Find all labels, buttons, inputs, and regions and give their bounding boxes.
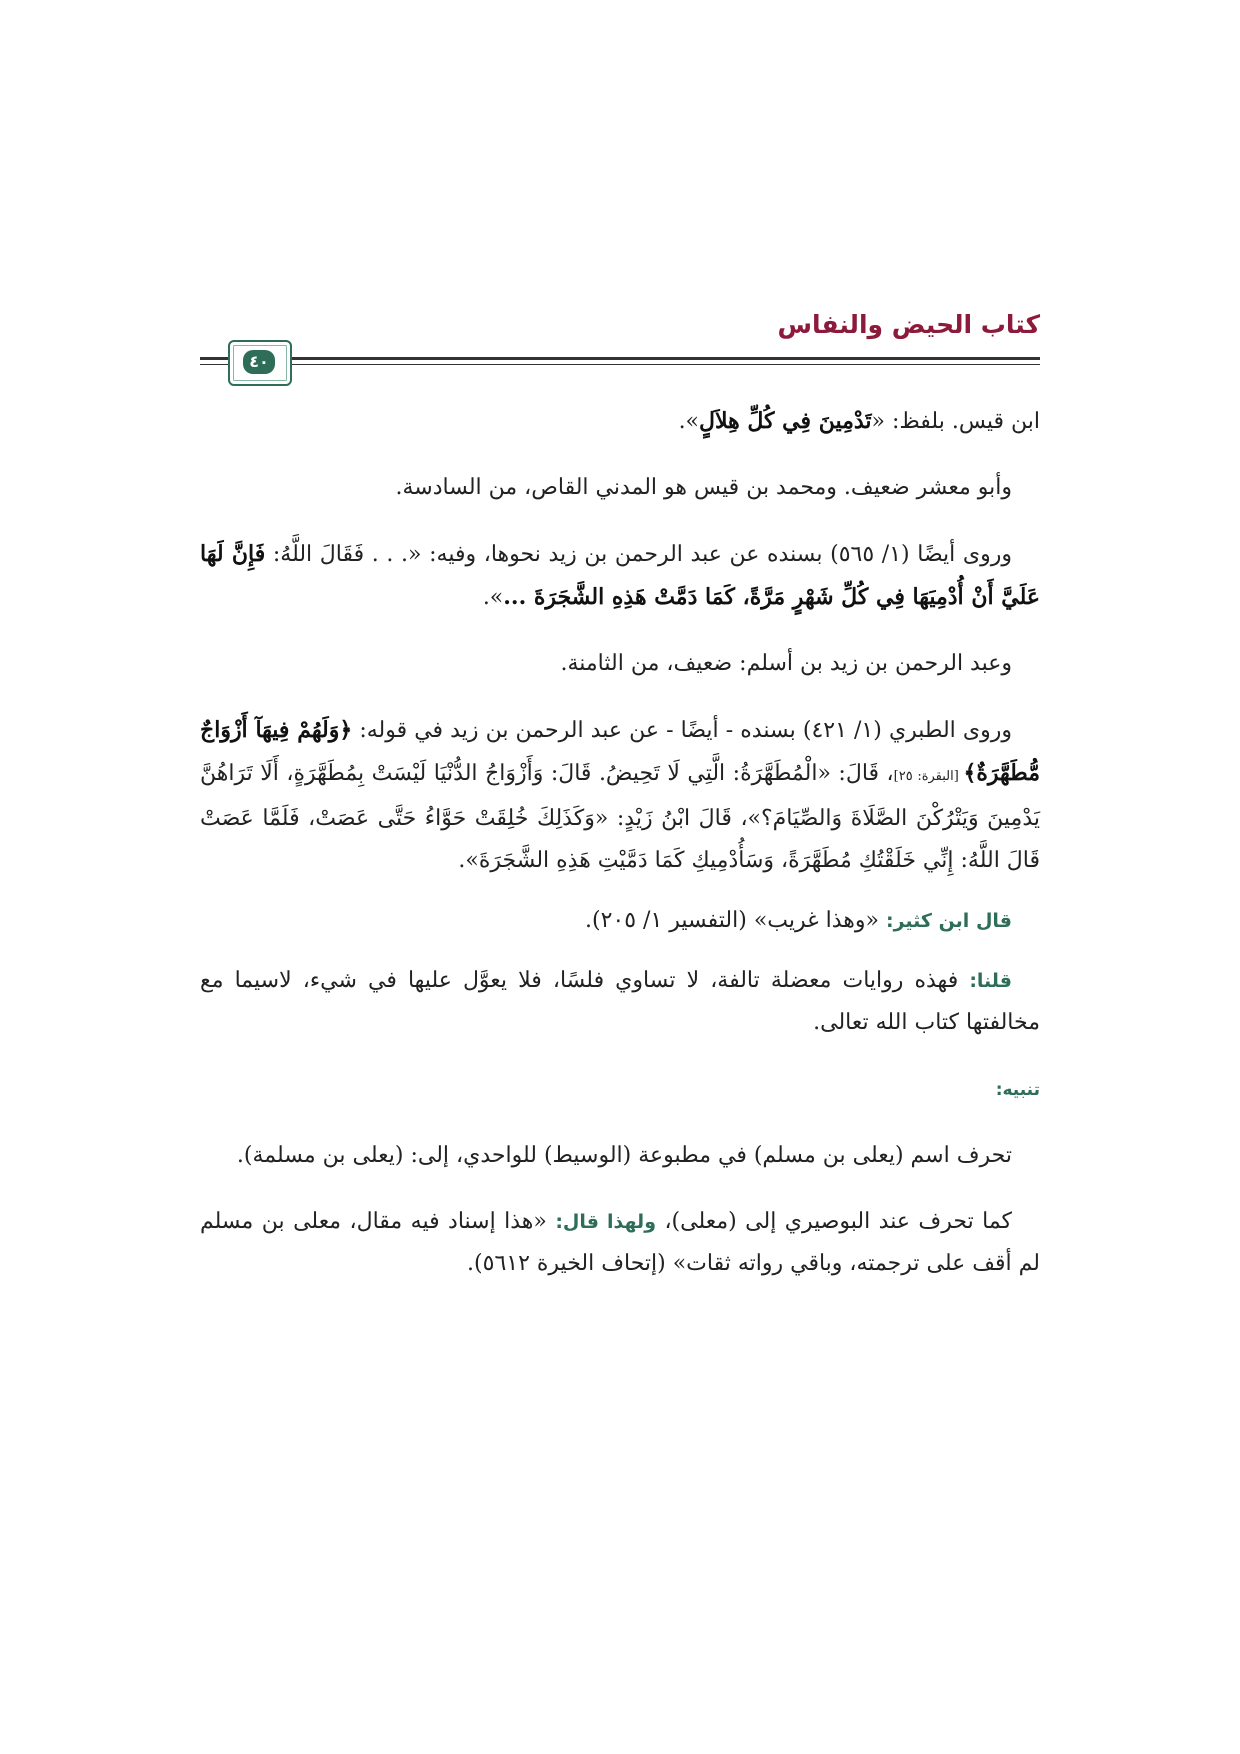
p1-text-c: ». [678,409,700,434]
header-rule-thin [260,364,1040,365]
p5-text-d: ، قَالَ: «الْمُطَهَّرَةُ: الَّتِي لَا تَحِيضُ. قَالَ: وَأَزْوَاجُ الدُّنْيَا لَيْسَتْ بِمُطَهَّرَةٍ، أَلَا تَرَاهُنَّ يَدْمِينَ وَيَتْرُكْنَ الصَّلَاةَ وَالصِّيَامَ؟»، قَالَ ابْنُ زَيْدٍ: «وَكَذَلِكَ خُلِقَتْ حَوَّاءُ حَتَّى عَصَتْ، فَلَمَّا عَصَتْ قَالَ اللَّهُ: إِنِّي خَلَقْتُكِ مُطَهَّرَةً، وَسَأُدْمِيكِ كَمَا دَمَّيْتِ هَذِهِ الشَّجَرَةَ». [200,761,1040,873]
paragraph-2: وأبو معشر ضعيف. ومحمد بن قيس هو المدني القاص، من السادسة. [395,475,1012,500]
page-header [200,300,1040,390]
p1-text-a: ابن قيس. بلفظ: « [871,409,1040,434]
paragraph-3 [200,533,1040,619]
p3-text-a: وروى أيضًا (١/ ٥٦٥) بسنده عن عبد الرحمن بن زيد نحوها، وفيه: «. . . فَقَالَ اللَّهُ: [265,542,1012,567]
p9-label: ولهذا قال: [555,1211,657,1233]
p1-quote: تَدْمِينَ فِي كُلِّ هِلاَلٍ [699,408,872,434]
page-number: ٤٠ [243,350,275,374]
note-title: تنبيه: [995,1080,1040,1100]
p9-text-a: كما تحرف عند البوصيري إلى (معلى)، [656,1209,1013,1234]
paragraph-5 [200,709,1040,882]
p7-text: فهذه روايات معضلة تالفة، لا تساوي فلسًا، فلا يعوَّل عليها في شيء، لاسيما مع مخالفتها كتاب الله تعالى. [200,968,1040,1035]
p6-label: قال ابن كثير: [885,910,1012,932]
book-page [200,300,1040,1700]
p3-quote: فَإِنَّ لَهَا عَلَيَّ أَنْ أُدْمِيَهَا فِي كُلِّ شَهْرٍ مَرَّةً، كَمَا دَمَّتْ هَذِهِ الشَّجَرَةَ ... [200,541,1040,610]
paragraph-7 [200,960,1040,1044]
page-number-badge [228,340,292,386]
p5-verse-reference: [البقرة: ٢٥] [893,769,964,784]
header-rule-left-thin [200,364,228,365]
page-body [200,400,1040,1285]
p5-text-a: وروى الطبري (١/ ٤٢١) بسنده - أيضًا - عن عبد الرحمن بن زيد في قوله: [352,718,1012,743]
p7-label: قلنا: [969,970,1012,992]
p5-quran-verse: ﴿وَلَهُمْ فِيهَآ أَزْوَاجٌ مُّطَهَّرَةٌ﴾ [200,717,1040,786]
book-title: كتاب الحيض والنفاس [777,310,1040,339]
paragraph-1 [200,400,1040,443]
p9-text-b: «هذا إسناد فيه مقال، معلى بن مسلم لم أقف على ترجمته، وباقي رواته ثقات» (إتحاف الخيرة ٥٦١٢). [200,1209,1040,1276]
note-heading [200,1068,1040,1111]
header-rule-thick [260,357,1040,360]
header-rule-left-thick [200,357,228,360]
p6-text: «وهذا غريب» (التفسير ١/ ٢٠٥). [585,908,886,933]
paragraph-4: وعبد الرحمن بن زيد بن أسلم: ضعيف، من الثامنة. [560,651,1012,676]
p3-text-c: ». [482,585,504,610]
paragraph-8: تحرف اسم (يعلى بن مسلم) في مطبوعة (الوسيط) للواحدي، إلى: (يعلى بن مسلمة). [236,1143,1012,1168]
paragraph-6 [200,900,1040,942]
paragraph-9 [200,1201,1040,1285]
